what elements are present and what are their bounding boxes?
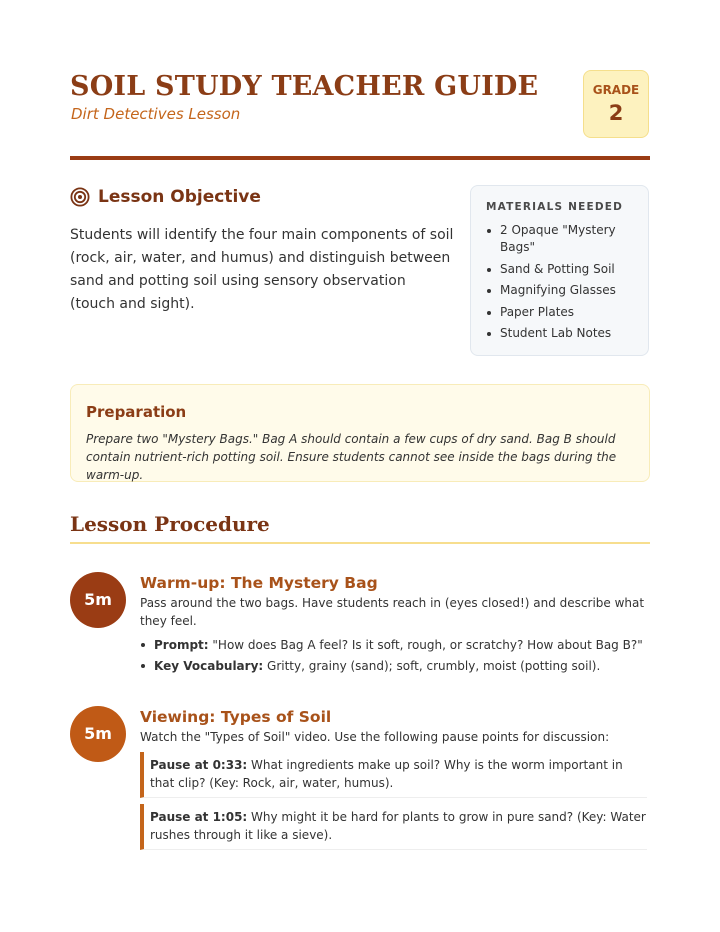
- list-item: Student Lab Notes: [486, 325, 636, 342]
- list-item: Sand & Potting Soil: [486, 261, 636, 278]
- step-body: [140, 706, 650, 850]
- lesson-objective-section: [70, 184, 455, 316]
- page-title: SOIL STUDY TEACHER GUIDE: [70, 71, 539, 102]
- bullet-label: Key Vocabulary:: [154, 659, 264, 673]
- step-bullets: [140, 636, 650, 675]
- bullet-text: Gritty, grainy (sand); soft, crumbly, moist (potting soil).: [263, 659, 601, 673]
- list-item: [140, 657, 650, 675]
- step-title: Warm-up: The Mystery Bag: [140, 574, 378, 592]
- bullet-text: "How does Bag A feel? Is it soft, rough, or scratchy? How about Bag B?": [208, 638, 643, 652]
- step-title: Viewing: Types of Soil: [140, 708, 332, 726]
- list-item: 2 Opaque "Mystery Bags": [486, 222, 636, 256]
- list-item: Paper Plates: [486, 304, 636, 321]
- pause-label: Pause at 0:33:: [150, 758, 248, 772]
- materials-list: [486, 222, 636, 347]
- procedure-title: Lesson Procedure: [70, 512, 270, 536]
- objective-text: Students will identify the four main components of soil (rock, air, water, and humus) and distinguish between sand and potting soil using sensory observation (touch and sight).: [70, 227, 454, 312]
- materials-title: MATERIALS NEEDED: [486, 201, 624, 213]
- materials-box: [470, 185, 649, 356]
- pause-text: What ingredients make up soil? Why is the worm important in that clip? (Key: Rock, air, water, humus).: [150, 758, 623, 790]
- grade-value: 2: [608, 101, 624, 125]
- bullet-label: Prompt:: [154, 638, 209, 652]
- procedure-heading: [70, 512, 650, 544]
- time-badge: 5m: [70, 706, 126, 762]
- pause-label: Pause at 1:05:: [150, 810, 248, 824]
- step-body: [140, 572, 650, 678]
- preparation-title: Preparation: [86, 403, 187, 421]
- pause-text: Why might it be hard for plants to grow in pure sand? (Key: Water rushes through it like a sieve).: [150, 810, 646, 842]
- grade-label: GRADE: [592, 83, 640, 97]
- page-subtitle: Dirt Detectives Lesson: [71, 105, 241, 123]
- list-item: Magnifying Glasses: [486, 282, 636, 299]
- list-item: [140, 636, 650, 654]
- preparation-text: Prepare two "Mystery Bags." Bag A should contain a few cups of dry sand. Bag B should contain nutrient-rich potting soil. Ensure students cannot see inside the bags during the warm-up.: [86, 432, 617, 482]
- grade-badge: [583, 70, 649, 138]
- preparation-box: [70, 384, 650, 482]
- pause-point: [140, 804, 647, 850]
- guide-header: [70, 70, 650, 160]
- target-icon: [70, 187, 90, 207]
- step-description: Watch the "Types of Soil" video. Use the following pause points for discussion:: [140, 730, 610, 744]
- objective-heading: [70, 184, 455, 210]
- objective-title: Lesson Objective: [98, 187, 261, 207]
- pause-point: [140, 752, 647, 798]
- time-badge: 5m: [70, 572, 126, 628]
- step-description: Pass around the two bags. Have students reach in (eyes closed!) and describe what they feel.: [140, 596, 645, 628]
